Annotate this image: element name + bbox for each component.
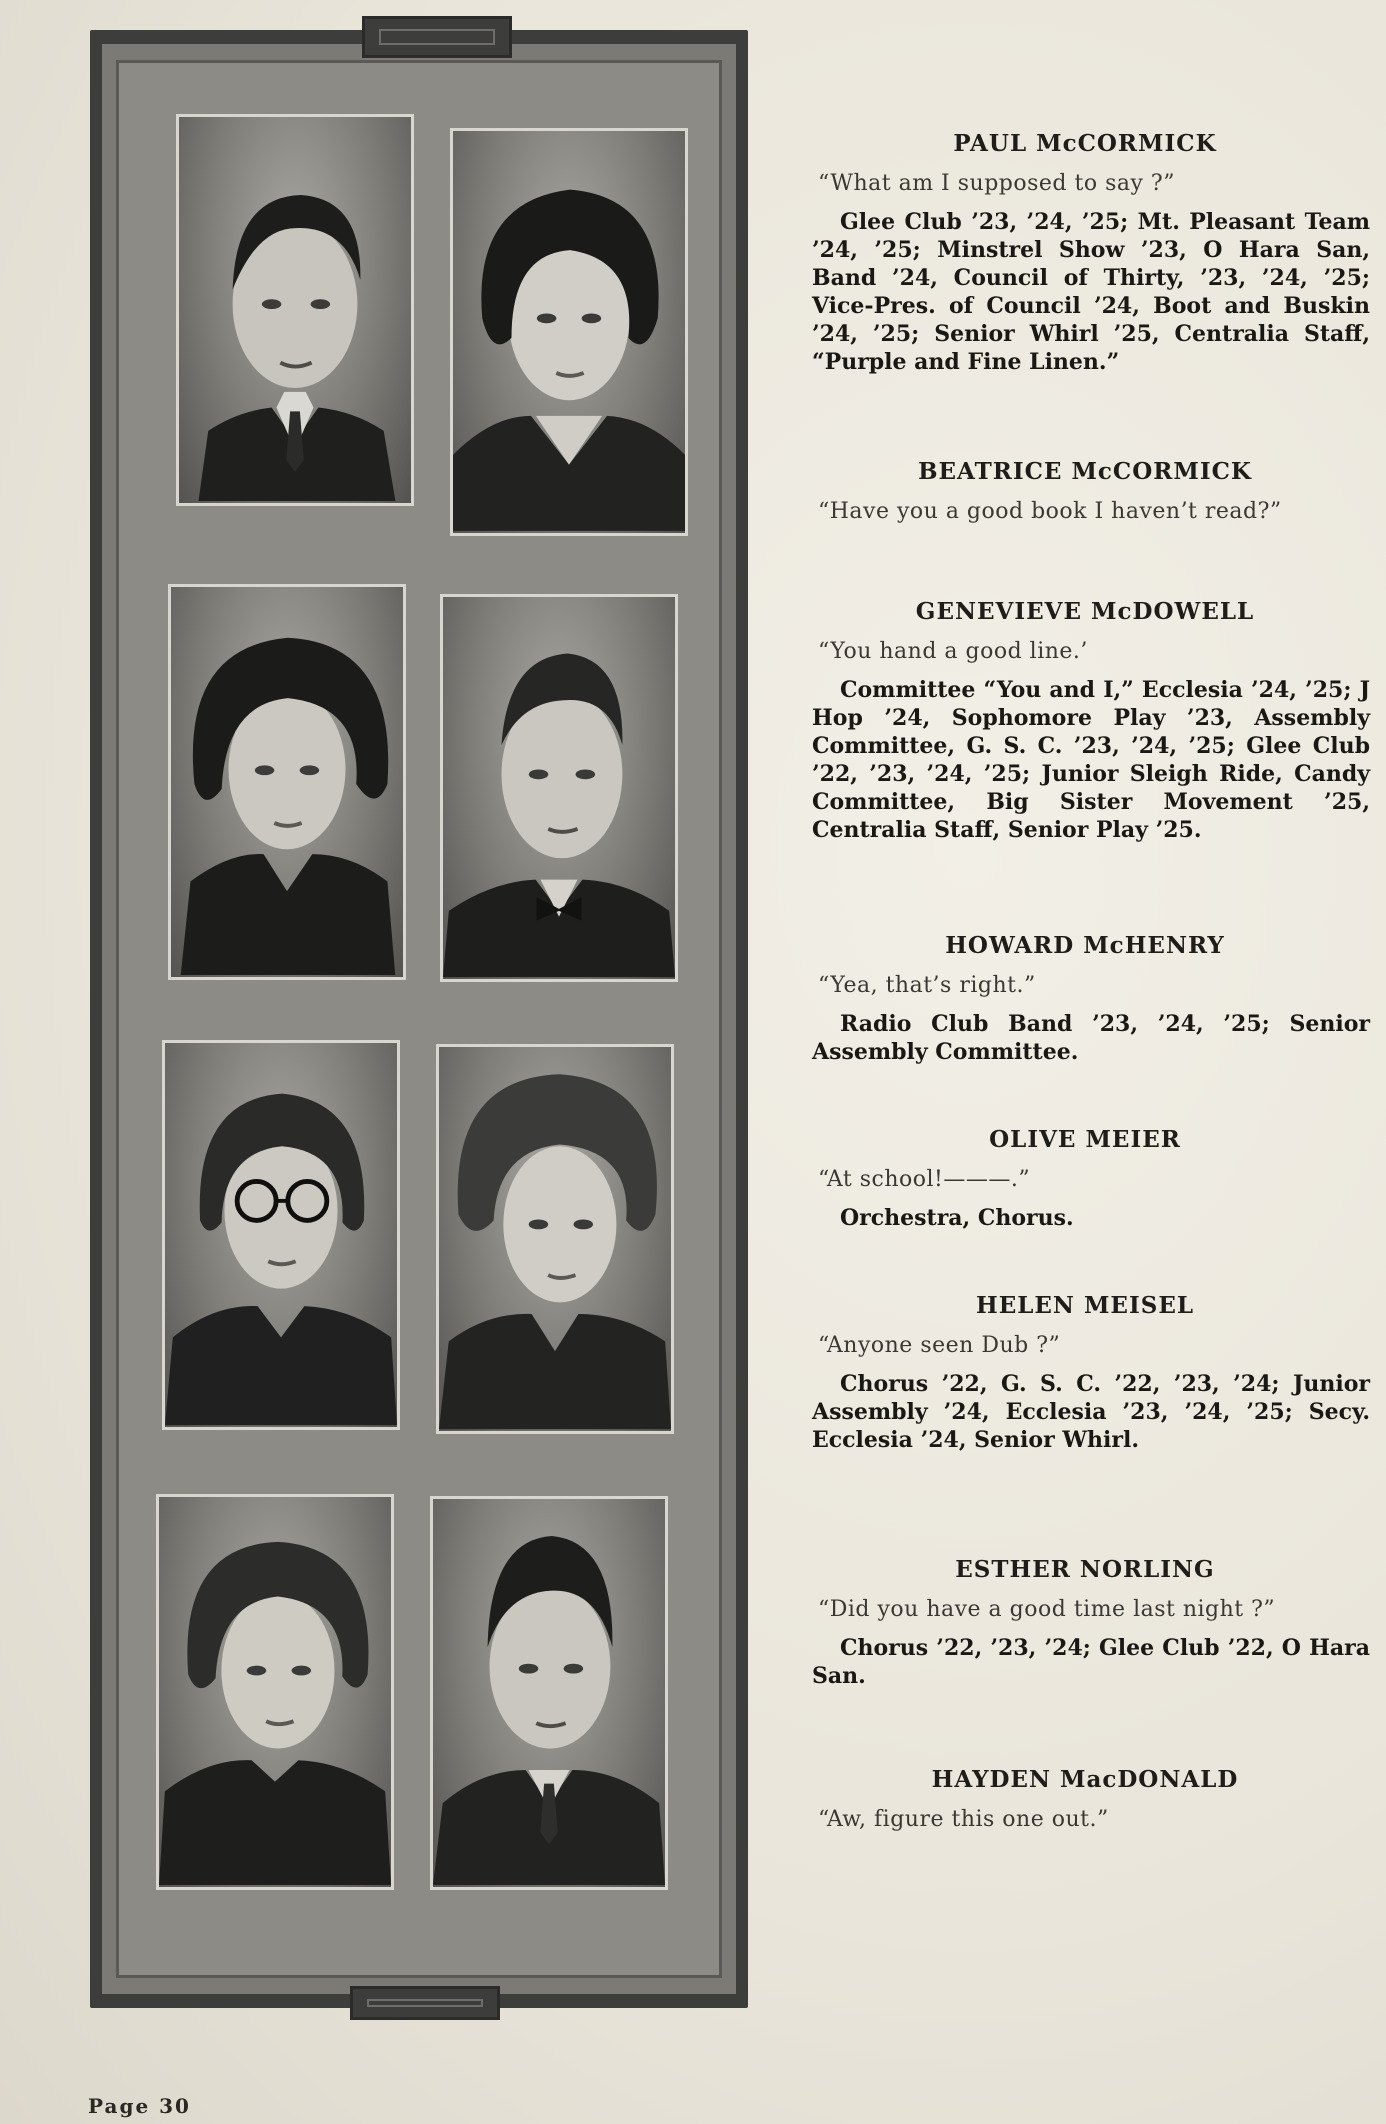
student-quote: “Aw, figure this one out.”	[818, 1807, 1109, 1832]
entry-olive-meier	[800, 1126, 1370, 1232]
frame-ornament-bottom	[350, 1986, 500, 2020]
student-name: HAYDEN MacDONALD	[931, 1766, 1239, 1793]
portrait-woman-bob-icon	[453, 131, 685, 533]
portrait-woman-curly-icon	[439, 1047, 671, 1431]
student-name: HELEN MEISEL	[975, 1292, 1195, 1319]
student-activities: Orchestra, Chorus.	[840, 1205, 1074, 1231]
student-name: HOWARD McHENRY	[945, 932, 1225, 959]
student-name: PAUL McCORMICK	[953, 130, 1217, 157]
student-name: BEATRICE McCORMICK	[918, 458, 1252, 485]
portrait-man-bowtie-icon	[443, 597, 675, 979]
page-number: Page 30	[88, 2094, 191, 2118]
student-quote: “At school!———.”	[818, 1167, 1031, 1192]
entry-beatrice-mccormick	[800, 458, 1370, 536]
student-name: ESTHER NORLING	[955, 1556, 1215, 1583]
portrait-genevieve-mcdowell	[168, 584, 406, 980]
student-quote: “You hand a good line.’	[818, 639, 1088, 664]
entry-hayden-macdonald	[800, 1766, 1370, 1844]
student-activities: Chorus ’22, ’23, ’24; Glee Club ’22, O Hara San.	[812, 1635, 1370, 1689]
portrait-woman-glasses-icon	[165, 1043, 397, 1427]
student-quote: “Anyone seen Dub ?”	[818, 1333, 1061, 1358]
student-quote: “What am I supposed to say ?”	[818, 171, 1175, 196]
portrait-woman-wavy-icon	[171, 587, 403, 977]
student-quote: “Did you have a good time last night ?”	[818, 1597, 1276, 1622]
entry-howard-mchenry	[800, 932, 1370, 1066]
portrait-olive-meier	[162, 1040, 400, 1430]
student-activities: Committee “You and I,” Ecclesia ’24, ’25; J Hop ’24, Sophomore Play ’23, Assembly Committee, G. S. C. ’23, ’24, ’25; Glee Club ’22, ’23, ’24, ’25; Junior Sleigh Ride, Candy Committee, Big Sister Movement ’25, Centralia Staff, Senior Play ’25.	[812, 677, 1370, 843]
portrait-hayden-macdonald	[430, 1496, 668, 1890]
student-quote: “Have you a good book I haven’t read?”	[818, 499, 1282, 524]
student-name: GENEVIEVE McDOWELL	[915, 598, 1255, 625]
student-activities: Chorus ’22, G. S. C. ’22, ’23, ’24; Junior Assembly ’24, Ecclesia ’23, ’24, ’25; Secy. Ecclesia ’24, Senior Whirl.	[812, 1371, 1370, 1453]
student-name: OLIVE MEIER	[989, 1126, 1181, 1153]
portrait-man-suit-icon	[179, 117, 411, 503]
portrait-howard-mchenry	[440, 594, 678, 982]
portrait-boy-suit-icon	[433, 1499, 665, 1887]
portrait-esther-norling	[156, 1494, 394, 1890]
student-quote: “Yea, that’s right.”	[818, 973, 1036, 998]
entry-genevieve-mcdowell	[800, 598, 1370, 844]
portrait-beatrice-mccormick	[450, 128, 688, 536]
student-activities: Radio Club Band ’23, ’24, ’25; Senior Assembly Committee.	[812, 1011, 1370, 1065]
frame-ornament-top	[362, 16, 512, 58]
student-activities: Glee Club ’23, ’24, ’25; Mt. Pleasant Team ’24, ’25; Minstrel Show ’23, O Hara San, Band ’24, Council of Thirty, ’23, ’24, ’25; Vice-Pres. of Council ’24, Boot and Buskin ’24, ’25; Senior Whirl ’25, Centralia Staff, “Purple and Fine Linen.”	[812, 209, 1370, 375]
entry-helen-meisel	[800, 1292, 1370, 1454]
portrait-helen-meisel	[436, 1044, 674, 1434]
entry-esther-norling	[800, 1556, 1370, 1690]
portrait-woman-short-curls-icon	[159, 1497, 391, 1887]
entry-paul-mccormick	[800, 130, 1370, 376]
portrait-paul-mccormick	[176, 114, 414, 506]
